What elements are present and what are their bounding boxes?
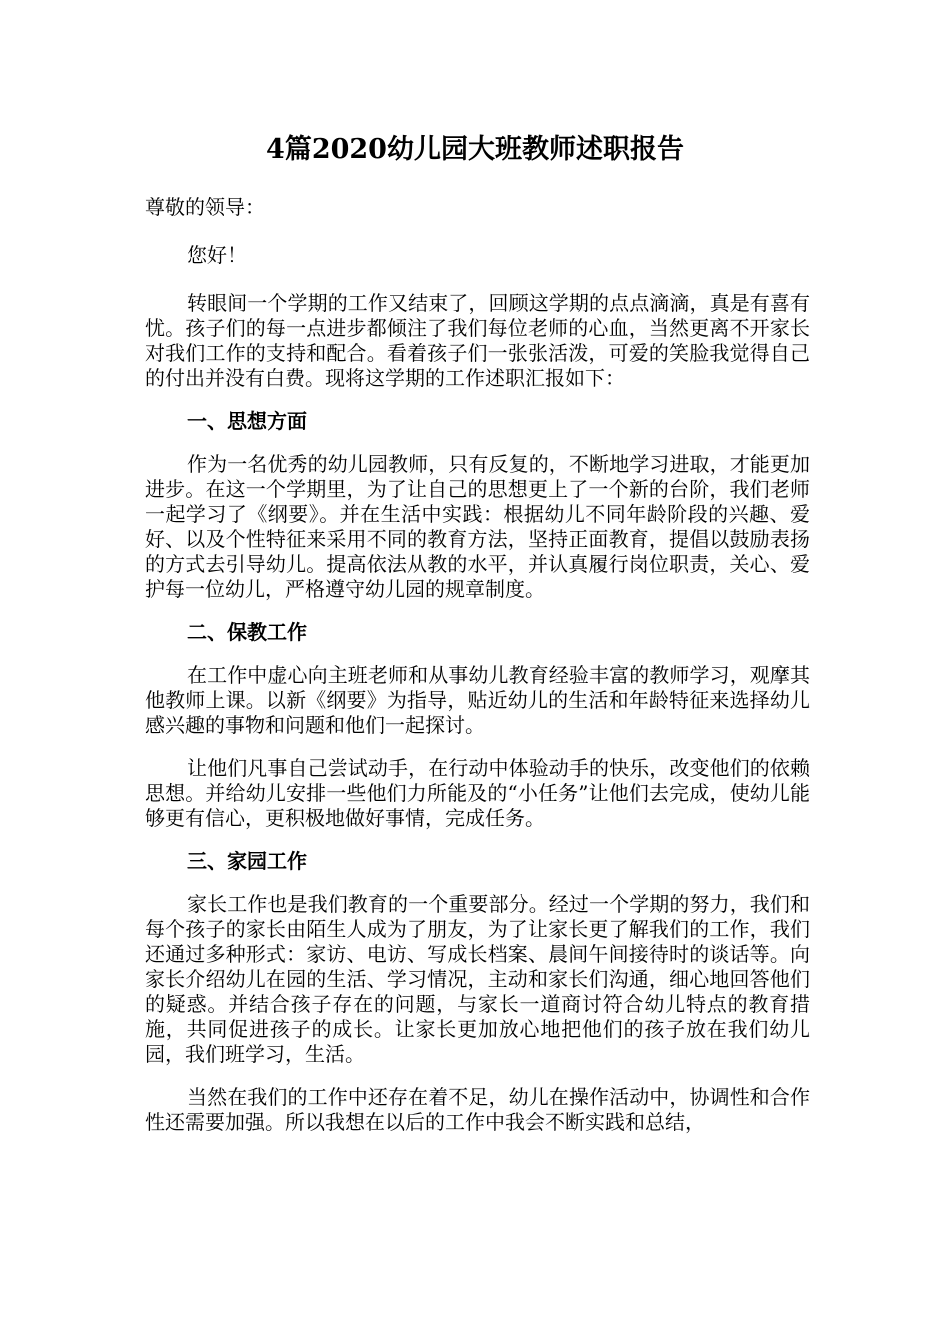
- document-body: [145, 195, 810, 1153]
- section-heading-care-education: 二、保教工作: [187, 620, 307, 644]
- intro-paragraph: 转眼间一个学期的工作又结束了，回顾这学期的点点滴滴，真是有喜有忧。孩子们的每一点进步都倾注了我们每位老师的心血，当然更离不开家长对我们工作的支持和配合。看着孩子们一张张活泼，可爱的笑脸我觉得自己的付出并没有白费。现将这学期的工作述职汇报如下：: [145, 291, 810, 390]
- section-care-paragraph-1: 在工作中虚心向主班老师和从事幼儿教育经验丰富的教师学习，观摩其他教师上课。以新《纲要》为指导，贴近幼儿的生活和年龄特征来选择幼儿感兴趣的事物和问题和他们一起探讨。: [145, 663, 810, 737]
- section-home-paragraph-2: 当然在我们的工作中还存在着不足，幼儿在操作活动中，协调性和合作性还需要加强。所以我想在以后的工作中我会不断实践和总结，: [145, 1085, 810, 1134]
- section-heading-thought: 一、思想方面: [187, 409, 307, 433]
- greeting: 您好！: [187, 243, 247, 267]
- section-heading-home-school: 三、家园工作: [187, 849, 307, 873]
- section-home-paragraph-1: 家长工作也是我们教育的一个重要部分。经过一个学期的努力，我们和每个孩子的家长由陌生人成为了朋友，为了让家长更了解我们的工作，我们还通过多种形式：家访、电访、写成长档案、晨间午间接待时的谈话等。向家长介绍幼儿在园的生活、学习情况，主动和家长们沟通，细心地回答他们的疑惑。并结合孩子存在的问题，与家长一道商讨符合幼儿特点的教育措施，共同促进孩子的成长。让家长更加放心地把他们的孩子放在我们幼儿园，我们班学习，生活。: [145, 892, 810, 1066]
- document-title: 4篇2020幼儿园大班教师述职报告: [266, 134, 684, 165]
- section-care-paragraph-2: 让他们凡事自己尝试动手，在行动中体验动手的快乐，改变他们的依赖思想。并给幼儿安排一些他们力所能及的“小任务”让他们去完成，使幼儿能够更有信心，更积极地做好事情，完成任务。: [145, 756, 810, 830]
- salutation: 尊敬的领导：: [145, 195, 265, 219]
- section-thought-paragraph: 作为一名优秀的幼儿园教师，只有反复的，不断地学习进取，才能更加进步。在这一个学期里，为了让自己的思想更上了一个新的台阶，我们老师一起学习了《纲要》。并在生活中实践：根据幼儿不同年龄阶段的兴趣、爱好、以及个性特征来采用不同的教育方法，坚持正面教育，提倡以鼓励表扬的方式去引导幼儿。提高依法从教的水平，并认真履行岗位职责，关心、爱护每一位幼儿，严格遵守幼儿园的规章制度。: [145, 452, 810, 601]
